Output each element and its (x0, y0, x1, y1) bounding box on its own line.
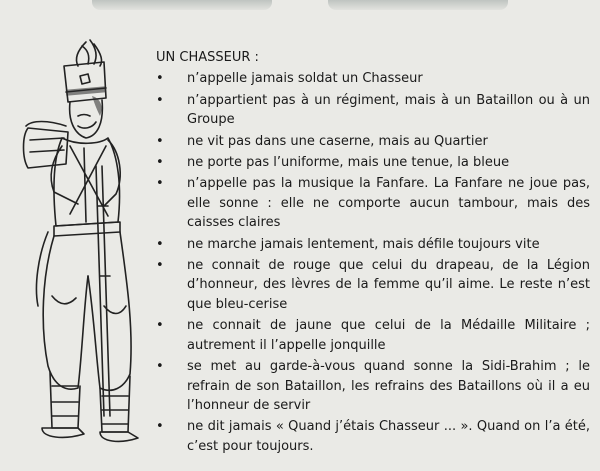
list-item-text: ne marche jamais lentement, mais défile toujours vite (187, 236, 540, 252)
list-item-text: ne connait de jaune que celui de la Médaille Militaire ; autrement il l’appelle jonquille (187, 318, 590, 353)
bullet-icon: • (156, 258, 164, 274)
list-item-text: ne vit pas dans une caserne, mais au Quartier (187, 133, 488, 149)
text-block (154, 48, 590, 458)
list-item (154, 235, 590, 254)
bullet-icon: • (156, 419, 164, 435)
list-item (154, 132, 590, 151)
chasseur-soldier-illustration (8, 36, 156, 466)
list-item-text: ne porte pas l’uniforme, mais une tenue, la bleue (187, 155, 510, 171)
list-item (154, 69, 590, 88)
bullet-icon: • (156, 155, 164, 171)
top-decoration-left (92, 0, 272, 10)
heading: UN CHASSEUR : (156, 50, 259, 65)
bullet-icon: • (156, 92, 164, 108)
list-item (154, 357, 590, 415)
bullet-icon: • (156, 236, 164, 252)
bullet-icon: • (156, 176, 164, 192)
list-item-text: n’appelle pas la musique la Fanfare. La Fanfare ne joue pas, elle sonne : elle ne comporte aucun tambour, mais des caisses claires (187, 176, 590, 231)
list (154, 69, 590, 456)
top-decoration-right (328, 0, 508, 10)
list-item-text: ne dit jamais « Quand j’étais Chasseur ... ». Quand on l’a été, c’est pour toujours. (187, 419, 590, 454)
list-item (154, 174, 590, 232)
list-item-text: n’appartient pas à un régiment, mais à un Bataillon ou à un Groupe (187, 92, 590, 128)
list-item (154, 316, 590, 355)
list-item (154, 91, 590, 130)
list-item-text: n’appelle jamais soldat un Chasseur (187, 71, 423, 87)
list-item-text: se met au garde-à-vous quand sonne la Sidi-Brahim ; le refrain de son Bataillon, les refrains des Bataillons où il a eu l’honneur de servir (187, 359, 590, 413)
list-item (154, 256, 590, 314)
bullet-icon: • (156, 318, 164, 334)
list-item (154, 153, 590, 172)
list-item (154, 417, 590, 456)
list-item-text: ne connait de rouge que celui du drapeau, de la Légion d’honneur, des lèvres de la femme qu’il aime. Le reste n’est que bleu-cerise (187, 258, 590, 312)
bullet-icon: • (156, 71, 164, 87)
bullet-icon: • (156, 359, 164, 375)
bullet-icon: • (156, 133, 164, 149)
